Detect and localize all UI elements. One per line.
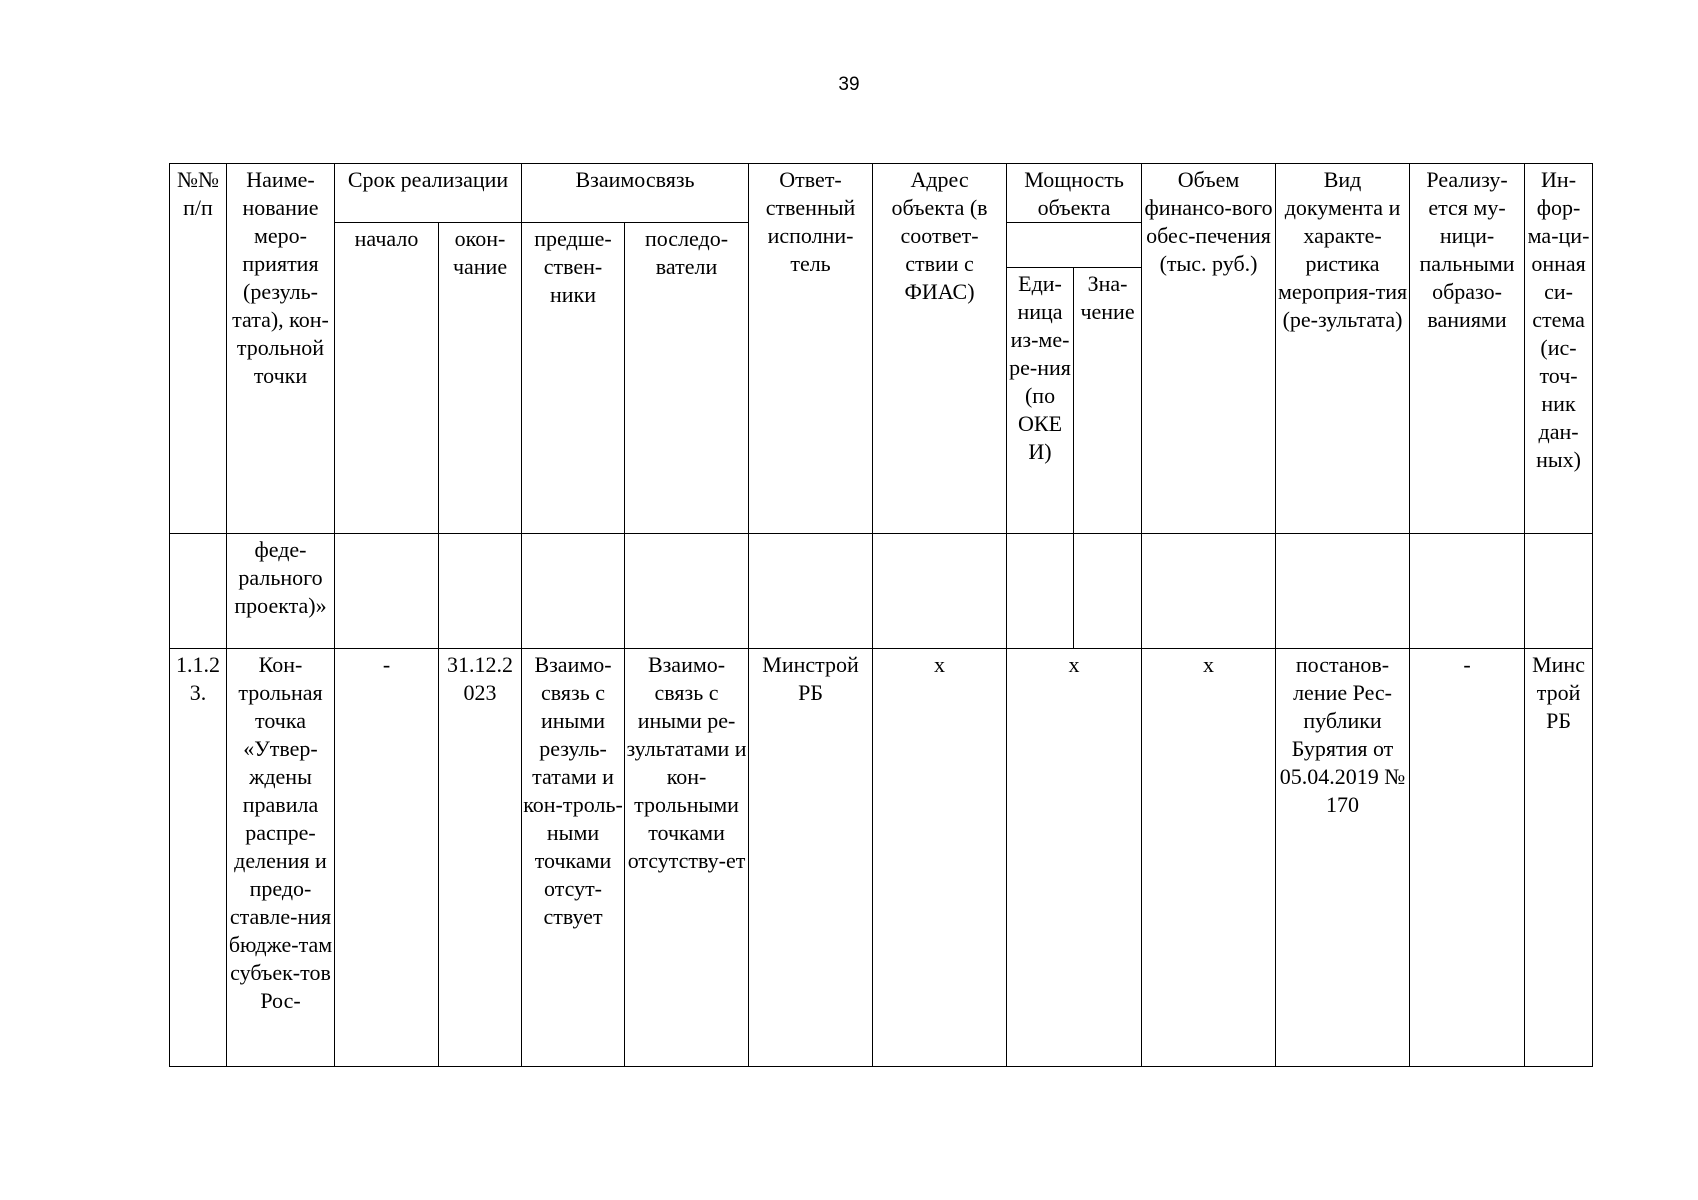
header-term: Срок реализации [335,164,522,223]
cell-municipal: - [1410,649,1525,1067]
header-link: Взаимосвязь [522,164,749,223]
cell-num: 1.1.2 3. [170,649,227,1067]
cell-infosys: Минс трой РБ [1525,649,1593,1067]
measures-table-container [169,163,1592,1067]
cell-responsible [749,534,873,649]
cell-name: феде-рального проекта)» [227,534,335,649]
measures-table [169,163,1593,1067]
cell-address: х [873,649,1007,1067]
header-link-next: последо-ватели [625,223,749,534]
cell-end [439,534,522,649]
header-name: Наиме-нование меро-приятия (резуль-тата), кон-трольной точки [227,164,335,534]
header-num: №№ п/п [170,164,227,534]
cell-infosys [1525,534,1593,649]
cell-finance: х [1142,649,1276,1067]
table-row [170,649,1593,1067]
cell-start [335,534,439,649]
cell-capacity: х [1007,649,1142,1067]
cell-unit [1007,534,1074,649]
header-finance: Объем финансо-вого обес-печения (тыс. руб.) [1142,164,1276,534]
cell-value [1074,534,1142,649]
header-capacity-value: Зна-чение [1074,268,1142,534]
cell-prev: Взаимо-связь с иными резуль-татами и кон-троль-ными точками отсут-ствует [522,649,625,1067]
cell-address [873,534,1007,649]
cell-num [170,534,227,649]
page-number: 39 [838,74,860,95]
header-row-1 [170,164,1593,223]
header-infosys: Ин-фор-ма-ци-онная си-стема (ис-точ-ник дан-ных) [1525,164,1593,534]
table-row [170,534,1593,649]
cell-municipal [1410,534,1525,649]
cell-doc: постанов-ление Рес-публики Бурятия от 05.04.2019 № 170 [1276,649,1410,1067]
cell-start: - [335,649,439,1067]
cell-next: Взаимо-связь с иными ре-зультатами и кон-трольными точками отсутству-ет [625,649,749,1067]
cell-responsible: Минстрой РБ [749,649,873,1067]
cell-next [625,534,749,649]
cell-name: Кон-трольная точка «Утвер-ждены правила распре-деления и предо-ставле-ния бюдже-там субъек-тов Рос- [227,649,335,1067]
cell-end: 31.12.2 023 [439,649,522,1067]
header-link-prev: предше-ствен-ники [522,223,625,534]
header-municipal: Реализу-ется му-ници-пальными образо-ваниями [1410,164,1525,534]
header-term-end: окон-чание [439,223,522,534]
cell-doc [1276,534,1410,649]
cell-finance [1142,534,1276,649]
header-term-start: начало [335,223,439,534]
cell-prev [522,534,625,649]
header-doc: Вид документа и характе-ристика мероприя-тия (ре-зультата) [1276,164,1410,534]
header-capacity: Мощность объекта [1007,164,1142,223]
header-capacity-unit: Еди-ница из-ме-ре-ния (по ОКЕ И) [1007,268,1074,534]
header-address: Адрес объекта (в соответ-ствии с ФИАС) [873,164,1007,534]
header-responsible: Ответ-ственный исполни-тель [749,164,873,534]
